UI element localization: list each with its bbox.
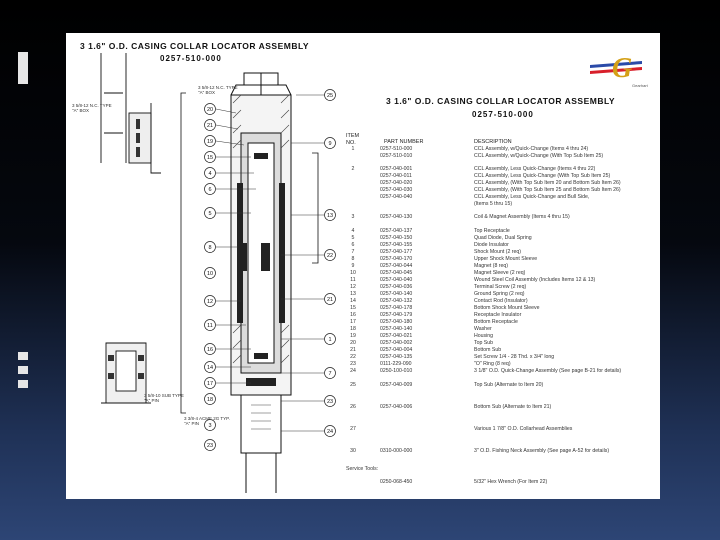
item-number: 5 xyxy=(351,235,355,241)
part-description: Upper Shock Mount Sleeve xyxy=(474,256,538,262)
item-number: 24 xyxy=(350,368,356,374)
item-number: Service Tools: xyxy=(346,466,379,472)
parts-table-row xyxy=(346,368,656,375)
part-number: 0257-040-178 xyxy=(380,305,413,311)
callout-number: 23 xyxy=(326,399,334,405)
parts-table-row xyxy=(346,242,656,249)
description-column-header: DESCRIPTION xyxy=(474,139,512,145)
callout-number: 21 xyxy=(326,297,334,303)
part-description: 3" O.D. Fishing Neck Assembly (See page A-52 for details) xyxy=(474,448,610,454)
part-number: 0111-229-090 xyxy=(380,361,412,367)
part-number: 0250-100-010 xyxy=(380,368,413,374)
parts-table-row xyxy=(346,326,656,333)
callout-number: 17 xyxy=(206,381,214,387)
callout-number: 7 xyxy=(328,371,332,377)
parts-table-row xyxy=(346,146,656,153)
thread-note: 3 5/8-12 N.C. TYPE "A" BOX xyxy=(72,103,112,113)
item-number: 15 xyxy=(350,305,356,311)
item-number: 26 xyxy=(350,404,356,410)
item-number: 13 xyxy=(350,291,356,297)
callout-number: 11 xyxy=(207,323,213,329)
part-description: CCL Assembly, (With Top Sub Item 20 and Bottom Sub Item 26) xyxy=(474,180,621,186)
part-description: Quad Diode, Dual Spring xyxy=(474,235,532,241)
parts-table-row xyxy=(346,298,656,305)
callout-number: 10 xyxy=(206,271,214,277)
parts-table-row xyxy=(346,333,656,340)
part-description: Magnet Sleeve (2 req) xyxy=(474,270,526,276)
parts-table-row xyxy=(346,382,656,389)
callout-number: 21 xyxy=(206,123,214,129)
part-description: CCL Assembly, (With Top Sub Item 25 and Bottom Sub Item 26) xyxy=(474,187,621,193)
item-number: 19 xyxy=(350,333,356,339)
part-number: 0257-040-002 xyxy=(380,340,413,346)
item-number: 4 xyxy=(351,228,355,234)
parts-table-row xyxy=(346,479,656,486)
parts-table-row xyxy=(346,201,656,208)
part-description: Wound Steel Coil Assembly (Includes Items 12 & 13) xyxy=(474,277,596,283)
callout-number: 23 xyxy=(206,443,214,449)
item-number: 16 xyxy=(350,312,356,318)
part-description: Various 1 7/8" O.D. Collarhead Assemblies xyxy=(474,426,573,432)
item-number: 9 xyxy=(351,263,355,269)
item-column-header: ITEM NO. xyxy=(346,133,360,146)
part-description: Contact Rod (Insulator) xyxy=(474,298,528,304)
part-number: 0257-040-036 xyxy=(380,284,413,290)
callout-number: 25 xyxy=(326,93,334,99)
part-number: 0257-040-040 xyxy=(380,194,413,200)
part-description: Top Sub (Alternate to Item 20) xyxy=(474,382,544,388)
parts-table-row xyxy=(346,354,656,361)
part-number: 0250-068-450 xyxy=(380,479,413,485)
parts-table-row xyxy=(346,173,656,180)
thread-note: 3 5/8-12 N.C. TYPE "A" BOX xyxy=(198,85,238,95)
thread-note: 3 5/8-10 SUB TYPE "A" PIN xyxy=(144,393,184,403)
item-number: 3 xyxy=(351,214,355,220)
part-description: CCL Assembly, Less Quick-Change (Items 4 thru 22) xyxy=(474,166,596,172)
drawing-title: 3 1.6" O.D. CASING COLLAR LOCATOR ASSEMBLY xyxy=(80,41,310,51)
part-description: Coil & Magnet Assembly (Items 4 thru 15) xyxy=(474,214,570,220)
parts-table-row xyxy=(346,180,656,187)
parts-table-row xyxy=(346,187,656,194)
part-description: Washer xyxy=(474,326,492,332)
parts-table-row xyxy=(346,284,656,291)
part-description: Housing xyxy=(474,333,494,339)
parts-table-row xyxy=(346,256,656,263)
callout-number: 16 xyxy=(206,347,214,353)
part-description: Top Receptacle xyxy=(474,228,510,234)
part-number: 0257-040-140 xyxy=(380,291,413,297)
part-description: Bottom Shock Mount Sleeve xyxy=(474,305,540,311)
part-description: Bottom Sub xyxy=(474,347,502,353)
callout-number: 6 xyxy=(208,187,212,193)
part-description: CCL Assembly, w/Quick-Change (Items 4 thru 24) xyxy=(474,146,589,152)
part-number: 0257-510-010 xyxy=(380,153,413,159)
callout-number: 14 xyxy=(206,365,214,371)
part-number: 0257-040-004 xyxy=(380,347,413,353)
parts-table-row xyxy=(346,448,656,455)
callout-number: 13 xyxy=(326,213,334,219)
part-number: 0257-040-179 xyxy=(380,312,413,318)
item-number: 8 xyxy=(351,256,355,262)
item-number: 14 xyxy=(350,298,356,304)
part-description: 5/32" Hex Wrench (For Item 22) xyxy=(474,479,548,485)
logo-text: Gearhart xyxy=(632,83,648,88)
parts-table-row xyxy=(346,249,656,256)
part-description: Top Sub xyxy=(474,340,494,346)
callout-number: 1 xyxy=(328,337,332,343)
callout-number: 24 xyxy=(326,429,334,435)
parts-table-row xyxy=(346,235,656,242)
logo-letter: G xyxy=(612,53,633,84)
parts-table-row xyxy=(346,404,656,411)
parts-table-row xyxy=(346,270,656,277)
part-description: Bottom Sub (Alternate to Item 21) xyxy=(474,404,552,410)
part-description: Set Screw 1/4 - 28 Thd. x 3/4" long xyxy=(474,354,555,360)
part-number: 0257-040-044 xyxy=(380,263,413,269)
part-number: 0257-040-001 xyxy=(380,166,413,172)
part-description: 3 1/8" O.D. Quick-Change Assembly (See page B-21 for details) xyxy=(474,368,622,374)
callout-number: 22 xyxy=(326,253,334,259)
item-number: 25 xyxy=(350,382,356,388)
item-number: 10 xyxy=(350,270,356,276)
parts-table-row xyxy=(346,214,656,221)
callout-number: 8 xyxy=(208,245,212,251)
item-number: 2 xyxy=(351,166,355,172)
document-page xyxy=(66,33,660,499)
item-number: 17 xyxy=(350,319,356,325)
company-logo xyxy=(586,47,646,91)
item-number: 20 xyxy=(350,340,356,346)
item-number: 30 xyxy=(350,448,356,454)
parts-table-row xyxy=(346,347,656,354)
part-number: 0257-510-000 xyxy=(380,146,413,152)
part-number: 0257-040-137 xyxy=(380,228,413,234)
item-number: 7 xyxy=(351,249,355,255)
part-number: 0257-040-045 xyxy=(380,270,413,276)
item-number: 27 xyxy=(350,426,356,432)
callout-number: 5 xyxy=(208,211,212,217)
part-number: 0257-040-009 xyxy=(380,382,413,388)
parts-table-row xyxy=(346,312,656,319)
part-description: (Items 5 thru 15) xyxy=(474,201,513,207)
part-description: Ground Spring (2 req) xyxy=(474,291,525,297)
callout-number: 12 xyxy=(206,299,214,305)
callout-number: 3 xyxy=(208,423,212,429)
part-number: 0257-040-150 xyxy=(380,235,413,241)
item-number: 1 xyxy=(351,146,355,152)
part-description: Magnet (8 req) xyxy=(474,263,509,269)
part-number: 0257-040-130 xyxy=(380,214,413,220)
parts-table-row xyxy=(346,426,656,433)
item-number: 11 xyxy=(350,277,356,283)
parts-table-row xyxy=(346,194,656,201)
part-description: CCL Assembly, w/Quick-Change (With Top Sub Item 25) xyxy=(474,153,604,159)
item-number: 23 xyxy=(350,361,356,367)
callout-number: 18 xyxy=(206,397,214,403)
slide-corner-marker xyxy=(18,52,28,84)
parts-table-row xyxy=(346,277,656,284)
part-description: CCL Assembly, Less Quick-Change and Bull Side, xyxy=(474,194,590,200)
parts-table-row xyxy=(346,340,656,347)
parts-table-row xyxy=(346,361,656,368)
parts-table-row xyxy=(346,228,656,235)
table-number: 0257-510-000 xyxy=(472,110,534,119)
part-number: 0257-040-170 xyxy=(380,256,413,262)
part-description: Shock Mount (2 req) xyxy=(474,249,521,255)
part-column-header: PART NUMBER xyxy=(384,139,424,145)
part-description: Terminal Screw (2 req) xyxy=(474,284,527,290)
part-number: 0257-040-135 xyxy=(380,354,413,360)
callout-number: 4 xyxy=(208,171,212,177)
drawing-number: 0257-510-000 xyxy=(160,54,222,63)
callout-number: 9 xyxy=(328,141,332,147)
part-number: 0257-040-180 xyxy=(380,319,413,325)
slide-side-marker xyxy=(18,366,28,374)
parts-table-row xyxy=(346,319,656,326)
part-number: 0310-000-000 xyxy=(380,448,413,454)
parts-table-row xyxy=(346,305,656,312)
parts-table-row xyxy=(346,466,656,473)
parts-table-row xyxy=(346,166,656,173)
callout-number: 15 xyxy=(206,155,214,161)
table-title: 3 1.6" O.D. CASING COLLAR LOCATOR ASSEMBLY xyxy=(386,96,616,106)
item-number: 6 xyxy=(351,242,355,248)
part-description: Bottom Receptacle xyxy=(474,319,518,325)
part-number: 0257-040-140 xyxy=(380,326,413,332)
part-number: 0257-040-030 xyxy=(380,187,413,193)
part-number: 0257-040-155 xyxy=(380,242,413,248)
part-number: 0257-040-021 xyxy=(380,333,413,339)
slide-side-marker xyxy=(18,380,28,388)
part-description: Diode Insulator xyxy=(474,242,509,248)
part-number: 0257-040-020 xyxy=(380,180,413,186)
part-number: 0257-040-177 xyxy=(380,249,413,255)
item-number: 18 xyxy=(350,326,356,332)
part-description: CCL Assembly, Less Quick-Change (With Top Sub Item 25) xyxy=(474,173,611,179)
callout-number: 19 xyxy=(206,139,214,145)
part-number: 0257-040-011 xyxy=(380,173,412,179)
callout-number: 20 xyxy=(206,107,214,113)
part-description: Receptacle Insulator xyxy=(474,312,522,318)
thread-note: 3 3/8-4 ACME 2G TYP. "A" PIN xyxy=(184,416,230,426)
slide-side-marker xyxy=(18,352,28,360)
item-number: 22 xyxy=(350,354,356,360)
parts-table-row xyxy=(346,153,656,160)
part-number: 0257-040-132 xyxy=(380,298,413,304)
item-number: 12 xyxy=(350,284,356,290)
parts-table-row xyxy=(346,291,656,298)
item-number: 21 xyxy=(350,347,356,353)
part-number: 0257-040-040 xyxy=(380,277,413,283)
parts-table-row xyxy=(346,263,656,270)
part-description: "O" Ring (8 req) xyxy=(474,361,511,367)
part-number: 0257-040-006 xyxy=(380,404,413,410)
